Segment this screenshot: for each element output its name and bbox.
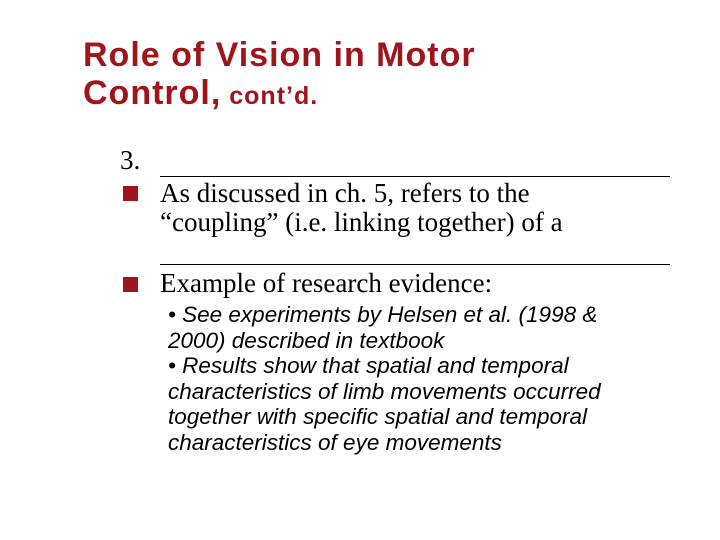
slide-title bbox=[83, 36, 683, 115]
title-line-1: Role of Vision in Motor bbox=[83, 36, 476, 74]
sub-bullet-2-line-2: characteristics of limb movements occurred bbox=[168, 378, 601, 404]
bullet-1-text bbox=[160, 179, 563, 237]
square-bullet-icon bbox=[123, 277, 138, 292]
square-bullet-icon bbox=[123, 186, 138, 201]
title-line-2-suffix: cont’d. bbox=[221, 82, 319, 110]
sub-bullet-2-line-4: characteristics of eye movements bbox=[168, 429, 502, 455]
bullet-2-text: Example of research evidence: bbox=[160, 268, 493, 298]
fill-in-blank-line-2 bbox=[160, 264, 670, 265]
title-line-2-main: Control, bbox=[83, 74, 222, 112]
sub-bullet-2-line-3: together with specific spatial and temporal bbox=[168, 404, 587, 429]
sub-bullet-2 bbox=[168, 353, 601, 455]
sub-bullet-1-line-1: • See experiments by Helsen et al. (1998 & bbox=[168, 302, 598, 327]
sub-bullet-1 bbox=[168, 302, 597, 353]
fill-in-blank-line-1 bbox=[160, 176, 670, 177]
sub-bullet-1-line-2: 2000) described in textbook bbox=[168, 327, 445, 353]
sub-bullet-2-line-1: • Results show that spatial and temporal bbox=[168, 353, 569, 378]
bullet-1-line-1: As discussed in ch. 5, refers to the bbox=[160, 178, 530, 208]
bullet-1-line-2: “coupling” (i.e. linking together) of a bbox=[160, 207, 563, 237]
numbered-item-label: 3. bbox=[120, 145, 141, 175]
title-line-2 bbox=[83, 74, 683, 115]
